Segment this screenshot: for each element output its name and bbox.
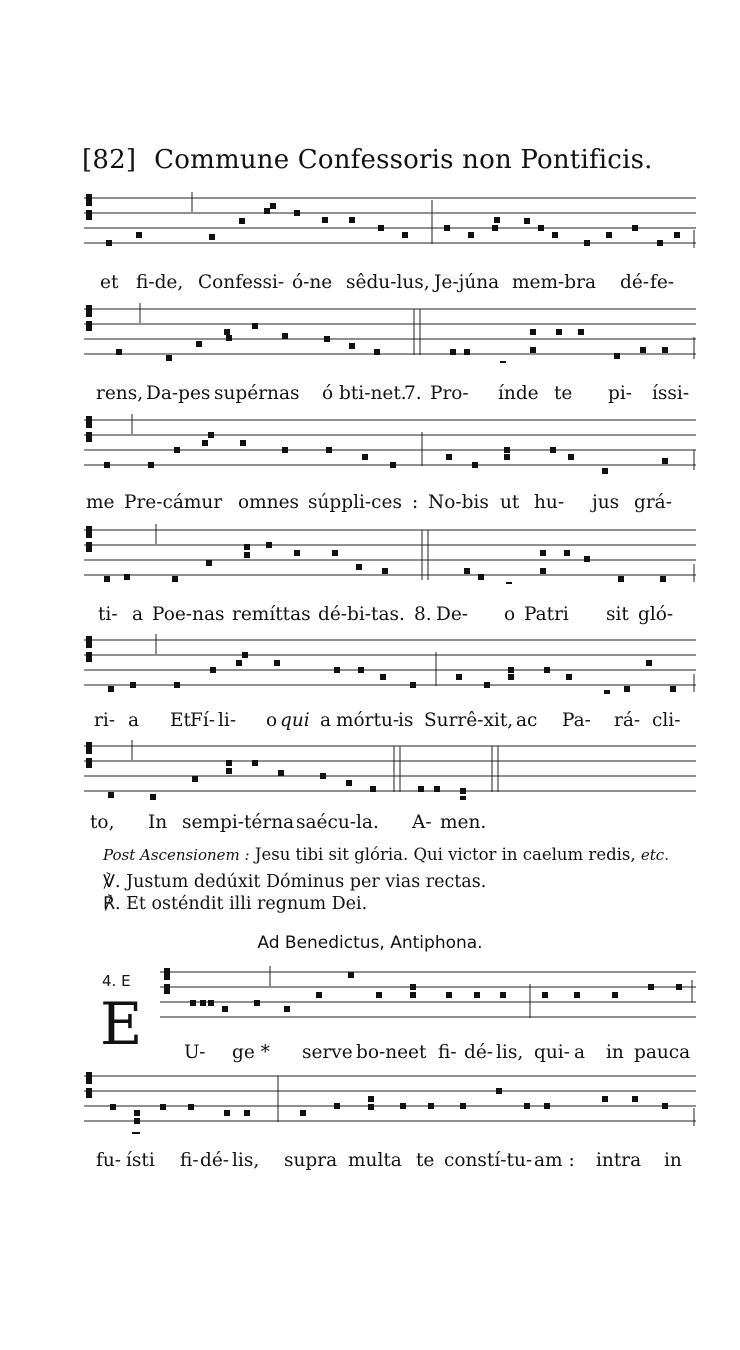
syllable: pi- xyxy=(608,383,633,404)
syllable: íssi- xyxy=(652,383,690,404)
lyric-line xyxy=(86,492,696,518)
syllable: sêdu-lus, xyxy=(346,272,430,293)
syllable: a xyxy=(132,604,144,625)
versicle-icon: ℣. xyxy=(103,872,121,892)
rubric-etc: etc. xyxy=(640,846,669,864)
page-header xyxy=(82,145,653,175)
syllable: dé-bi-tas. xyxy=(318,604,405,625)
antiphon-title: Ad Benedictus, Antiphona. xyxy=(257,933,483,953)
response-icon: ℟. xyxy=(103,894,121,914)
chant-staff xyxy=(84,634,696,694)
syllable: 8. xyxy=(414,604,432,625)
syllable: lis, xyxy=(496,1042,524,1063)
syllable: li- xyxy=(218,710,237,731)
syllable: hu- xyxy=(534,492,565,513)
syllable: pauca xyxy=(634,1042,691,1063)
syllable: men. xyxy=(440,812,487,833)
syllable: to, xyxy=(90,812,115,833)
syllable: fi-de, xyxy=(136,272,184,293)
syllable: sit xyxy=(606,604,629,625)
rubric-label: Post Ascensionem : xyxy=(103,846,250,864)
syllable: Confessi- xyxy=(198,272,285,293)
syllable: ó bti-net. xyxy=(322,383,407,404)
staff-svg xyxy=(84,1070,696,1144)
staff-svg xyxy=(84,414,696,474)
syllable: dé- xyxy=(200,1150,230,1171)
syllable: Da-pes xyxy=(146,383,211,404)
staff-svg xyxy=(160,966,696,1026)
syllable: fu- xyxy=(96,1150,122,1171)
syllable: : xyxy=(412,492,419,513)
lyric-line xyxy=(86,604,696,630)
syllable: sempi-térna xyxy=(182,812,295,833)
syllable: serve xyxy=(302,1042,353,1063)
syllable: te xyxy=(554,383,573,404)
staff-svg xyxy=(84,740,696,800)
page-number: [82] xyxy=(82,145,137,175)
chant-staff xyxy=(84,414,696,474)
syllable: A- xyxy=(412,812,432,833)
staff-svg xyxy=(84,634,696,694)
syllable: In xyxy=(148,812,168,833)
rubric-note xyxy=(103,845,669,864)
chant-staff xyxy=(84,1070,696,1130)
rubric-text: Jesu tibi sit glória. Qui victor in caelum redis, xyxy=(254,845,636,864)
syllable: Surrê-xit, xyxy=(424,710,514,731)
staff-svg xyxy=(84,303,696,363)
syllable: Pro- xyxy=(430,383,469,404)
drop-initial: E xyxy=(100,990,143,1058)
page-title: Commune Confessoris non Pontificis. xyxy=(154,145,653,175)
syllable: omnes xyxy=(238,492,300,513)
syllable: Poe-nas xyxy=(152,604,225,625)
syllable: ac xyxy=(516,710,538,731)
lyric-line xyxy=(86,812,696,838)
syllable: o xyxy=(504,604,516,625)
lyric-line xyxy=(86,272,696,298)
syllable: Pre-cámur xyxy=(124,492,223,513)
syllable: ti- xyxy=(98,604,118,625)
chant-staff xyxy=(160,966,696,1026)
syllable: intra xyxy=(596,1150,642,1171)
syllable: De- xyxy=(436,604,469,625)
syllable: U- xyxy=(184,1042,206,1063)
syllable: ge * xyxy=(232,1042,270,1063)
response-text: Et osténdit illi regnum Dei. xyxy=(126,894,368,914)
lyric-line xyxy=(86,710,696,736)
syllable: súppli-ces xyxy=(308,492,402,513)
syllable: o xyxy=(266,710,278,731)
clef-icon xyxy=(86,636,92,662)
chant-staff xyxy=(84,192,696,252)
syllable: mórtu- xyxy=(336,710,400,731)
syllable: qui xyxy=(280,710,310,731)
syllable: Patri xyxy=(524,604,569,625)
syllable: am : xyxy=(534,1150,575,1171)
clef-icon xyxy=(164,968,170,994)
syllable: índe xyxy=(498,383,539,404)
chant-staff xyxy=(84,303,696,363)
syllable: supérnas xyxy=(214,383,300,404)
syllable: multa xyxy=(348,1150,402,1171)
syllable: te xyxy=(416,1150,435,1171)
syllable: Et xyxy=(170,710,191,731)
syllable: et xyxy=(100,272,119,293)
syllable: grá- xyxy=(634,492,672,513)
syllable: dé- xyxy=(620,272,650,293)
syllable: ri- xyxy=(94,710,116,731)
syllable: a xyxy=(574,1042,586,1063)
clef-icon xyxy=(86,526,92,552)
clef-icon xyxy=(86,194,92,220)
syllable: is xyxy=(398,710,414,731)
syllable: No-bis xyxy=(428,492,489,513)
lyric-line xyxy=(86,1150,696,1176)
syllable: me xyxy=(86,492,115,513)
syllable: supra xyxy=(284,1150,338,1171)
staff-svg xyxy=(84,524,696,584)
clef-icon xyxy=(86,742,92,768)
syllable: a xyxy=(320,710,332,731)
syllable: bo-ne xyxy=(356,1042,409,1063)
staff-svg xyxy=(84,192,696,252)
clef-icon xyxy=(86,416,92,442)
syllable: Je-júna xyxy=(434,272,500,293)
lyric-line xyxy=(86,383,696,409)
versicle xyxy=(103,872,486,892)
syllable: dé- xyxy=(464,1042,494,1063)
syllable: qui- xyxy=(534,1042,570,1063)
syllable: mem-bra xyxy=(512,272,596,293)
syllable: ísti xyxy=(126,1150,155,1171)
syllable: rens, xyxy=(96,383,144,404)
syllable: ut xyxy=(500,492,520,513)
syllable: fe- xyxy=(650,272,675,293)
syllable: fi- xyxy=(180,1150,199,1171)
syllable: rá- xyxy=(614,710,641,731)
clef-icon xyxy=(86,1072,92,1098)
syllable: fi- xyxy=(438,1042,457,1063)
mode-label: 4. E xyxy=(102,972,131,990)
lyric-line xyxy=(184,1042,696,1068)
syllable: et xyxy=(408,1042,427,1063)
syllable: ó-ne xyxy=(292,272,333,293)
syllable: jus xyxy=(592,492,620,513)
syllable: 7. xyxy=(404,383,422,404)
syllable: lis, xyxy=(232,1150,260,1171)
syllable: cli- xyxy=(652,710,681,731)
chant-staff xyxy=(84,524,696,584)
syllable: Pa- xyxy=(562,710,591,731)
syllable: in xyxy=(606,1042,624,1063)
syllable: gló- xyxy=(638,604,674,625)
versicle-text: Justum dedúxit Dóminus per vias rectas. xyxy=(126,872,487,892)
syllable: Fí- xyxy=(190,710,216,731)
clef-icon xyxy=(86,305,92,331)
syllable: constí-tu- xyxy=(444,1150,533,1171)
syllable: in xyxy=(664,1150,682,1171)
response xyxy=(103,894,367,914)
syllable: a xyxy=(128,710,140,731)
syllable: remíttas xyxy=(232,604,311,625)
chant-staff xyxy=(84,740,696,800)
syllable: saécu-la. xyxy=(296,812,379,833)
